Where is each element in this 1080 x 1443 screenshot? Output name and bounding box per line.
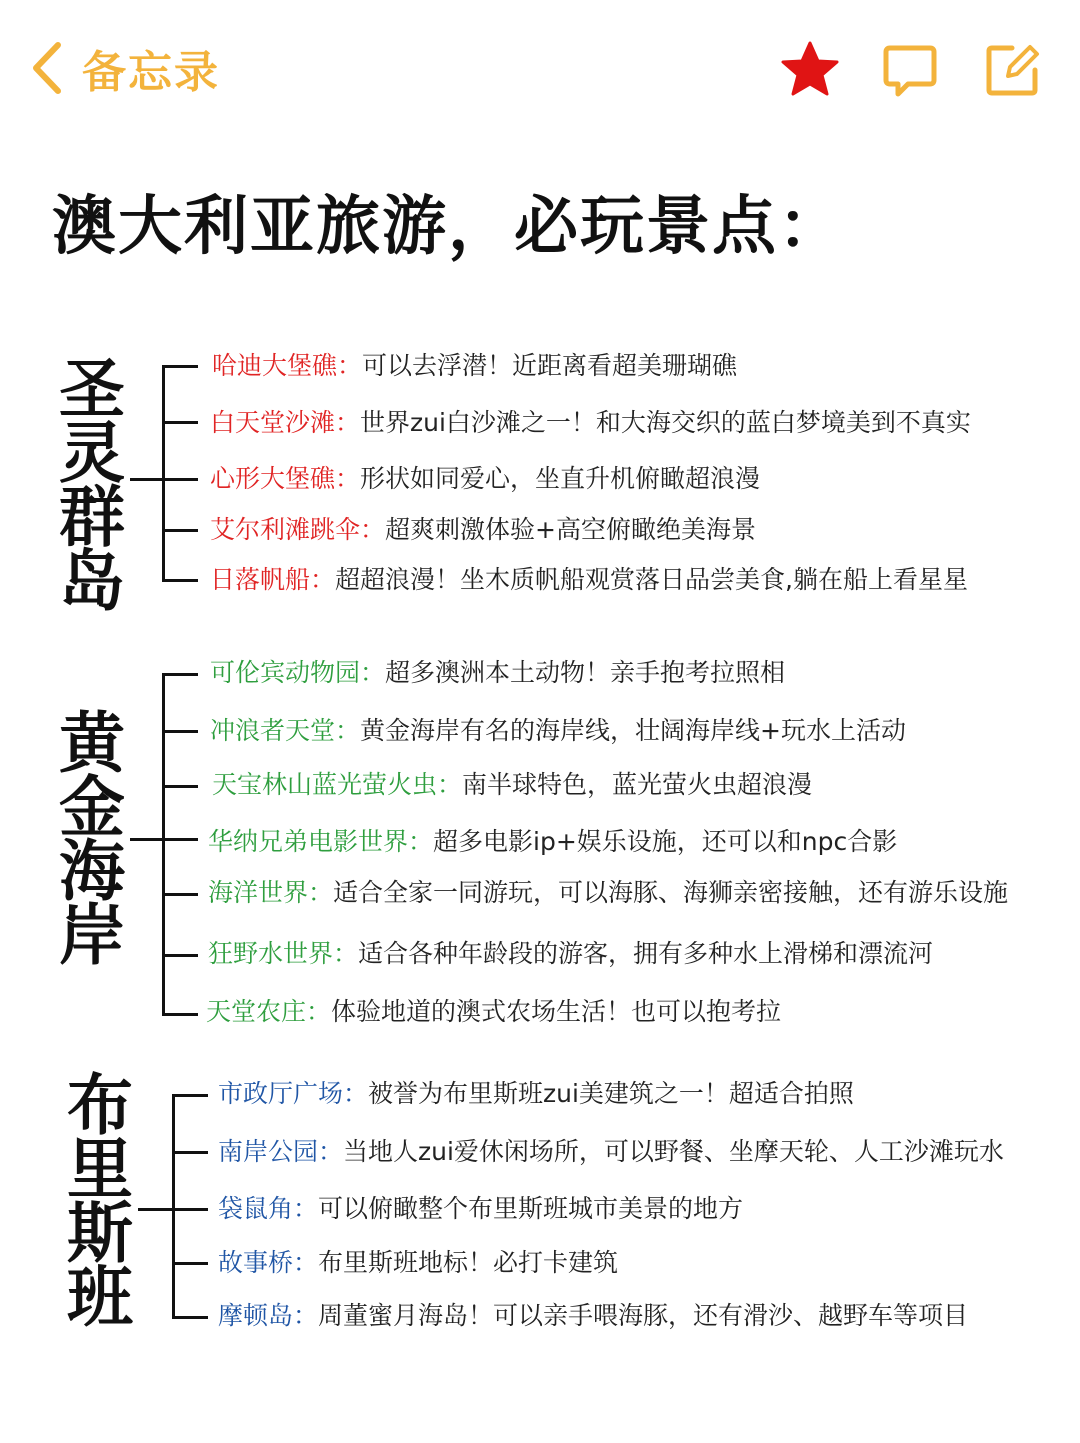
item-name: 摩顿岛：	[218, 1301, 319, 1330]
item-name: 袋鼠角：	[218, 1194, 319, 1223]
item-name: 天堂农庄：	[206, 997, 332, 1026]
item-desc: 超多澳洲本土动物！亲手抱考拉照相	[385, 658, 786, 687]
list-item	[208, 938, 933, 970]
item-desc: 超爽刺激体验+高空俯瞰绝美海景	[385, 515, 756, 544]
group-label	[60, 1067, 140, 1336]
item-desc: 适合全家一同游玩，可以海豚、海狮亲密接触，还有游乐设施	[333, 878, 1009, 907]
item-name: 艾尔利滩跳伞：	[210, 515, 386, 544]
chevron-left-icon	[28, 39, 66, 97]
item-name: 白天堂沙滩：	[210, 408, 361, 437]
item-name: 南岸公园：	[218, 1137, 344, 1166]
bracket-tick	[172, 1262, 208, 1265]
list-item	[210, 657, 785, 689]
item-desc: 黄金海岸有名的海岸线，壮阔海岸线+玩水上活动	[360, 716, 906, 745]
bracket-stem	[138, 1208, 174, 1211]
item-desc: 当地人zui爱休闲场所，可以野餐、坐摩天轮、人工沙滩玩水	[343, 1137, 1004, 1166]
group-label	[52, 351, 132, 620]
star-button[interactable]	[780, 40, 840, 100]
item-desc: 体验地道的澳式农场生活！也可以抱考拉	[331, 997, 782, 1026]
list-item	[208, 877, 1008, 909]
list-item	[218, 1300, 968, 1332]
list-item	[210, 715, 906, 747]
list-item	[208, 826, 897, 858]
bracket-tick	[162, 421, 198, 424]
page-title: 澳大利亚旅游，必玩景点：	[52, 190, 844, 264]
navigation-bar	[0, 0, 1080, 140]
group-label-char: 圣灵群岛	[59, 351, 125, 620]
item-desc: 被誉为布里斯班zui美建筑之一！超适合拍照	[368, 1079, 854, 1108]
edit-button[interactable]	[982, 40, 1042, 100]
list-item	[218, 1247, 618, 1279]
bracket-tick	[162, 365, 198, 368]
group-label	[52, 705, 132, 974]
bracket-tick	[162, 838, 198, 841]
item-desc: 超多电影ip+娱乐设施，还可以和npc合影	[433, 827, 898, 856]
bracket-tick	[162, 579, 198, 582]
item-desc: 可以俯瞰整个布里斯班城市美景的地方	[318, 1194, 744, 1223]
bracket-tick	[162, 730, 198, 733]
bracket-tick	[172, 1316, 208, 1319]
item-desc: 南半球特色，蓝光萤火虫超浪漫	[462, 770, 813, 799]
item-name: 日落帆船：	[210, 565, 336, 594]
item-name: 哈迪大堡礁：	[212, 351, 363, 380]
bracket-tick	[162, 785, 198, 788]
item-name: 天宝林山蓝光萤火虫：	[212, 770, 463, 799]
item-desc: 适合各种年龄段的游客，拥有多种水上滑梯和漂流河	[358, 939, 934, 968]
star-icon	[780, 40, 840, 100]
bracket-tick	[172, 1208, 208, 1211]
list-item	[206, 996, 781, 1028]
item-name: 市政厅广场：	[218, 1079, 369, 1108]
bracket-line	[172, 1094, 175, 1318]
bracket-tick	[172, 1151, 208, 1154]
bracket-line	[162, 365, 165, 581]
list-item	[210, 514, 756, 546]
item-name: 狂野水世界：	[208, 939, 359, 968]
item-name: 海洋世界：	[208, 878, 334, 907]
bracket-tick	[162, 478, 198, 481]
chat-bubble-icon	[880, 40, 940, 100]
edit-icon	[982, 40, 1042, 100]
back-label: 备忘录	[82, 47, 220, 98]
item-name: 冲浪者天堂：	[210, 716, 361, 745]
item-desc: 周董蜜月海岛！可以亲手喂海豚，还有滑沙、越野车等项目	[318, 1301, 969, 1330]
item-desc: 可以去浮潜！近距离看超美珊瑚礁	[362, 351, 738, 380]
bracket-tick	[162, 893, 198, 896]
list-item	[210, 407, 971, 439]
list-item	[218, 1078, 854, 1110]
comment-button[interactable]	[880, 40, 940, 100]
item-desc: 世界zui白沙滩之一！和大海交织的蓝白梦境美到不真实	[360, 408, 971, 437]
bracket-line	[162, 673, 165, 1015]
bracket-stem	[130, 478, 164, 481]
list-item	[212, 350, 737, 382]
list-item	[218, 1193, 743, 1225]
group-label-char: 黄金海岸	[59, 705, 125, 974]
bracket-tick	[162, 954, 198, 957]
bracket-tick	[172, 1094, 208, 1097]
item-name: 可伦宾动物园：	[210, 658, 386, 687]
bracket-stem	[130, 838, 164, 841]
item-desc: 形状如同爱心，坐直升机俯瞰超浪漫	[360, 464, 761, 493]
list-item	[210, 463, 760, 495]
group-label-char: 布里斯班	[67, 1067, 133, 1336]
bracket-tick	[162, 1013, 198, 1016]
bracket-tick	[162, 673, 198, 676]
item-name: 故事桥：	[218, 1248, 319, 1277]
list-item	[210, 564, 968, 596]
item-desc: 布里斯班地标！必打卡建筑	[318, 1248, 619, 1277]
bracket-tick	[162, 529, 198, 532]
item-name: 华纳兄弟电影世界：	[208, 827, 434, 856]
back-button[interactable]	[28, 38, 238, 98]
item-desc: 超超浪漫！坐木质帆船观赏落日品尝美食,躺在船上看星星	[335, 565, 968, 594]
list-item	[218, 1136, 1004, 1168]
list-item	[212, 769, 812, 801]
item-name: 心形大堡礁：	[210, 464, 361, 493]
